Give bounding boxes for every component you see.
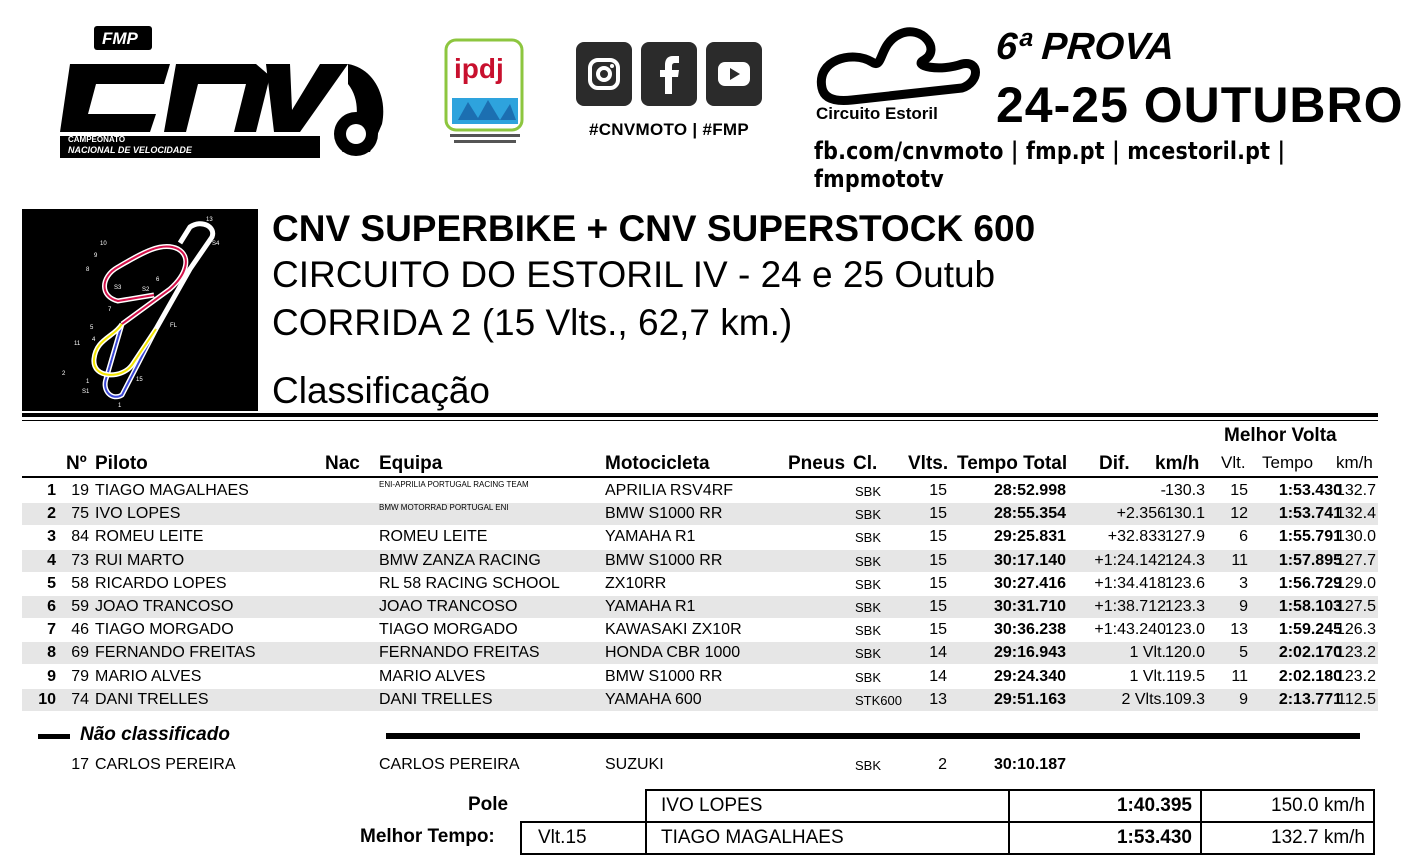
col-moto: Motocicleta [605, 453, 710, 474]
cell-team: DANI TRELLES [379, 690, 493, 708]
prova-number: 6ª PROVA [994, 26, 1176, 68]
pole-name: IVO LOPES [661, 795, 763, 816]
col-num: Nº [66, 453, 87, 474]
cell-dif: 1 Vlt. [1129, 644, 1166, 662]
cell-dif: +1:34.418 [1094, 574, 1166, 592]
hashtags: #CNVMOTO | #FMP [588, 120, 750, 139]
cell-bkmh: 130.0 [1335, 528, 1376, 546]
cell-laps: 13 [929, 690, 947, 708]
cell-btime: 2:02.170 [1278, 644, 1342, 662]
title-championship: CNV SUPERBIKE + CNV SUPERSTOCK 600 [272, 208, 1036, 249]
table-row [22, 754, 1378, 776]
track-map [22, 209, 258, 411]
cell-num: 17 [71, 756, 89, 773]
cell-pos: 8 [47, 644, 56, 662]
cell-team: JOAO TRANCOSO [379, 598, 518, 615]
cell-num: 79 [71, 667, 89, 685]
svg-text:15: 15 [136, 377, 143, 383]
cell-moto: KAWASAKI ZX10R [605, 621, 742, 639]
cell-dif: +1:43.240 [1094, 621, 1166, 639]
cell-name: IVO LOPES [95, 505, 181, 523]
cell-laps: 14 [929, 667, 947, 685]
best-speed: 132.7 km/h [1271, 827, 1365, 848]
col-tyres: Pneus [788, 453, 846, 474]
cell-total: 29:16.943 [993, 644, 1066, 662]
cell-kmh: 123.0 [1164, 621, 1205, 639]
cell-kmh: 124.3 [1164, 551, 1205, 569]
cell-pos: 1 [47, 482, 56, 499]
cell-bvlt: 13 [1230, 621, 1248, 639]
best-time: 1:53.430 [1116, 827, 1192, 848]
title-classification: Classificação [272, 370, 490, 411]
pole-name-cell [645, 789, 1010, 823]
table-row [22, 480, 1378, 502]
cell-bkmh: 112.5 [1337, 690, 1376, 708]
svg-text:S4: S4 [212, 241, 220, 247]
cell-dif: +1:38.712 [1094, 598, 1166, 615]
cell-laps: 15 [929, 505, 947, 523]
col-dif: Dif. [1099, 453, 1130, 474]
cell-cl: SBK [855, 646, 882, 662]
cell-name: ROMEU LEITE [95, 528, 204, 546]
cell-moto: APRILIA RSV4RF [605, 482, 734, 499]
cell-total: 30:36.238 [993, 621, 1066, 639]
cell-bkmh: 126.3 [1335, 621, 1376, 639]
cell-btime: 1:58.103 [1278, 598, 1342, 615]
cell-moto: SUZUKI [605, 756, 664, 773]
cell-pos: 4 [47, 551, 56, 569]
best-lap-group-header: Melhor Volta [1224, 425, 1337, 446]
cell-num: 58 [71, 574, 89, 592]
cell-team: RL 58 RACING SCHOOL [379, 574, 560, 592]
best-time-cell [1008, 821, 1202, 855]
cell-laps: 15 [929, 528, 947, 546]
cell-num: 75 [71, 505, 89, 523]
cell-kmh: 123.3 [1164, 598, 1205, 615]
table-row [22, 666, 1378, 688]
fmp-badge [94, 26, 152, 50]
cell-laps: 14 [929, 644, 947, 662]
cell-btime: 1:59.245 [1278, 621, 1342, 639]
cell-team: FERNANDO FREITAS [379, 644, 540, 662]
title-race: CORRIDA 2 (15 Vlts., 62,7 km.) [272, 302, 793, 343]
title-event: CIRCUITO DO ESTORIL IV - 24 e 25 Outub [272, 254, 996, 295]
cell-name: TIAGO MORGADO [95, 621, 234, 639]
col-class: Cl. [853, 453, 878, 474]
cell-btime: 2:02.180 [1278, 667, 1342, 685]
pole-time: 1:40.395 [1116, 795, 1192, 816]
instagram-icon[interactable] [576, 42, 632, 106]
cell-name: FERNANDO FREITAS [95, 644, 256, 662]
col-total-time: Tempo Total [957, 453, 1068, 474]
best-lap-cell [520, 821, 647, 855]
event-links: fb.com/cnvmoto | fmp.pt | mcestoril.pt | fmpmototv [814, 137, 1286, 193]
cell-cl: STK600 [855, 692, 902, 708]
col-best-time: Tempo [1262, 453, 1314, 472]
cell-bkmh: 132.4 [1335, 505, 1376, 523]
cell-team: BMW MOTORRAD PORTUGAL ENI [379, 503, 509, 513]
cell-btime: 1:56.729 [1278, 574, 1342, 592]
cell-team: TIAGO MORGADO [379, 621, 518, 639]
best-speed-cell [1200, 821, 1375, 855]
cell-moto: BMW S1000 RR [605, 551, 723, 569]
svg-text:2: 2 [62, 371, 66, 377]
cell-num: 73 [71, 551, 89, 569]
table-row [22, 689, 1378, 711]
cell-moto: BMW S1000 RR [605, 505, 723, 523]
cnv-logo [52, 24, 392, 164]
cell-bvlt: 9 [1239, 690, 1248, 708]
cell-name: DANI TRELLES [95, 690, 209, 708]
cell-pos: 10 [38, 690, 56, 708]
cell-kmh: 109.3 [1164, 690, 1205, 708]
best-name-cell [645, 821, 1010, 855]
table-row [22, 619, 1378, 641]
svg-text:4: 4 [92, 337, 96, 343]
col-team: Equipa [379, 453, 443, 474]
svg-text:S3: S3 [114, 285, 122, 291]
cell-moto: YAMAHA R1 [605, 598, 696, 615]
svg-text:11: 11 [74, 341, 81, 347]
cell-cl: SBK [855, 507, 882, 523]
cell-kmh: 127.9 [1164, 528, 1205, 546]
cell-pos: 3 [47, 528, 56, 546]
cell-kmh: 123.6 [1164, 574, 1205, 592]
cell-btime: 1:53.741 [1278, 505, 1342, 523]
cell-name: TIAGO MAGALHAES [95, 482, 249, 499]
cell-total: 30:10.187 [993, 756, 1066, 773]
cell-dif: 2 Vlts. [1121, 690, 1166, 708]
cell-cl: SBK [855, 758, 882, 773]
cell-bvlt: 9 [1239, 598, 1248, 615]
header-divider [22, 413, 1378, 417]
cell-kmh: 130.1 [1164, 505, 1205, 523]
cell-bvlt: 12 [1230, 505, 1248, 523]
cell-btime: 2:13.771 [1278, 690, 1342, 708]
cell-bvlt: 11 [1231, 667, 1248, 685]
table-row [22, 526, 1378, 548]
cell-num: 59 [71, 598, 89, 615]
table-row [22, 550, 1378, 572]
cell-pos: 7 [47, 621, 56, 639]
cell-moto: BMW S1000 RR [605, 667, 723, 685]
pole-speed-cell [1200, 789, 1375, 823]
cell-bkmh: 127.5 [1335, 598, 1376, 615]
cell-kmh: 120.0 [1164, 644, 1205, 662]
svg-text:1: 1 [118, 403, 122, 409]
cell-dif: +32.833 [1107, 528, 1166, 546]
table-row [22, 503, 1378, 525]
cell-kmh: 119.5 [1166, 667, 1205, 685]
svg-text:S1: S1 [82, 389, 90, 395]
cell-btime: 1:57.895 [1278, 551, 1342, 569]
pole-label: Pole [468, 794, 509, 815]
cell-bvlt: 11 [1231, 551, 1248, 569]
cell-laps: 15 [929, 482, 947, 499]
cell-cl: SBK [855, 669, 882, 685]
cell-cl: SBK [855, 530, 882, 546]
col-nac: Nac [325, 453, 360, 474]
cell-total: 29:25.831 [993, 528, 1066, 546]
cell-bvlt: 3 [1239, 574, 1248, 592]
cell-cl: SBK [855, 600, 882, 615]
cell-bvlt: 6 [1239, 528, 1248, 546]
cell-team: ROMEU LEITE [379, 528, 488, 546]
cnv-subtitle-1: CAMPEONATO [68, 135, 126, 144]
cell-team: CARLOS PEREIRA [379, 756, 520, 773]
estoril-label: Circuito Estoril [816, 104, 938, 123]
social-block [576, 42, 762, 152]
best-time-label: Melhor Tempo: [360, 826, 495, 847]
col-best-kmh: km/h [1336, 453, 1373, 472]
cell-name: RUI MARTO [95, 551, 185, 569]
facebook-icon[interactable] [641, 42, 697, 106]
cell-team: BMW ZANZA RACING [379, 551, 541, 569]
svg-text:9: 9 [94, 253, 98, 259]
col-laps: Vlts. [908, 453, 949, 474]
table-row [22, 642, 1378, 664]
cell-num: 84 [71, 528, 89, 546]
col-pilot: Piloto [95, 453, 148, 474]
svg-text:FL: FL [170, 323, 178, 329]
svg-text:ipdj: ipdj [454, 53, 504, 84]
cell-btime: 1:55.791 [1278, 528, 1342, 546]
cell-dif: 1 Vlt. [1129, 667, 1166, 685]
cell-dif: +2.356 [1116, 505, 1166, 523]
cell-num: 74 [71, 690, 89, 708]
svg-text:6: 6 [156, 277, 160, 283]
table-header-divider [22, 476, 1378, 478]
cnv-subtitle-2: NACIONAL DE VELOCIDADE [68, 145, 192, 155]
pole-speed: 150.0 km/h [1271, 795, 1365, 816]
cell-dif: +1:24.142 [1094, 551, 1166, 569]
cell-total: 28:55.354 [993, 505, 1066, 523]
svg-text:13: 13 [206, 217, 213, 223]
cell-name: MARIO ALVES [95, 667, 202, 685]
cell-total: 29:24.340 [993, 667, 1066, 685]
youtube-icon[interactable] [706, 42, 762, 106]
cell-total: 28:52.998 [993, 482, 1066, 499]
cell-num: 19 [71, 482, 89, 499]
cell-pos: 9 [47, 667, 56, 685]
table-row [22, 573, 1378, 595]
not-classified-bar [386, 733, 1360, 739]
svg-text:1: 1 [86, 379, 90, 385]
ipdj-logo [444, 38, 526, 150]
cell-total: 30:27.416 [993, 574, 1066, 592]
cell-bvlt: 15 [1230, 482, 1248, 499]
cell-pos: 6 [47, 598, 56, 615]
cell-team: MARIO ALVES [379, 667, 486, 685]
cell-laps: 15 [929, 621, 947, 639]
svg-text:FMP: FMP [102, 29, 138, 48]
not-classified-label: Não classificado [80, 724, 230, 745]
best-name: TIAGO MAGALHAES [661, 827, 844, 848]
col-best-lap: Vlt. [1221, 453, 1246, 472]
cell-bkmh: 127.7 [1335, 551, 1376, 569]
cell-cl: SBK [855, 623, 882, 639]
cell-name: RICARDO LOPES [95, 574, 227, 592]
cell-moto: ZX10RR [605, 574, 667, 592]
cell-cl: SBK [855, 484, 882, 499]
cell-kmh: 130.3 [1164, 482, 1205, 499]
svg-text:S2: S2 [142, 287, 150, 293]
pole-time-cell [1008, 789, 1202, 823]
cell-moto: YAMAHA 600 [605, 690, 702, 708]
cell-moto: YAMAHA R1 [605, 528, 696, 546]
cell-bkmh: 129.0 [1335, 574, 1376, 592]
cell-name: JOAO TRANCOSO [95, 598, 234, 615]
svg-text:10: 10 [100, 241, 107, 247]
cell-total: 30:17.140 [993, 551, 1066, 569]
cell-bkmh: 123.2 [1335, 667, 1376, 685]
svg-text:8: 8 [86, 267, 90, 273]
cell-name: CARLOS PEREIRA [95, 756, 236, 773]
cell-total: 29:51.163 [993, 690, 1066, 708]
svg-text:7: 7 [108, 307, 112, 313]
not-classified-marker [38, 734, 70, 739]
cell-laps: 15 [929, 598, 947, 615]
event-dates: 24-25 OUTUBRO [996, 77, 1404, 133]
cell-dif: - [1160, 482, 1166, 499]
cell-pos: 2 [47, 505, 56, 523]
table-row [22, 596, 1378, 618]
cell-bvlt: 5 [1239, 644, 1248, 662]
cell-team: ENI-APRILIA PORTUGAL RACING TEAM [379, 480, 529, 489]
cell-num: 46 [71, 621, 89, 639]
cell-btime: 1:53.430 [1278, 482, 1342, 499]
svg-text:5: 5 [90, 325, 94, 331]
cell-laps: 15 [929, 574, 947, 592]
cell-cl: SBK [855, 553, 882, 569]
cell-laps: 15 [929, 551, 947, 569]
cell-cl: SBK [855, 576, 882, 592]
cell-bkmh: 132.7 [1335, 482, 1376, 499]
header-divider-thin [22, 420, 1378, 421]
cell-bkmh: 123.2 [1335, 644, 1376, 662]
cell-pos: 5 [47, 574, 56, 592]
cell-moto: HONDA CBR 1000 [605, 644, 741, 662]
cell-laps: 2 [938, 756, 947, 773]
cell-num: 69 [71, 644, 89, 662]
col-kmh: km/h [1155, 453, 1200, 474]
cell-total: 30:31.710 [993, 598, 1066, 615]
best-lap: Vlt.15 [538, 827, 587, 848]
